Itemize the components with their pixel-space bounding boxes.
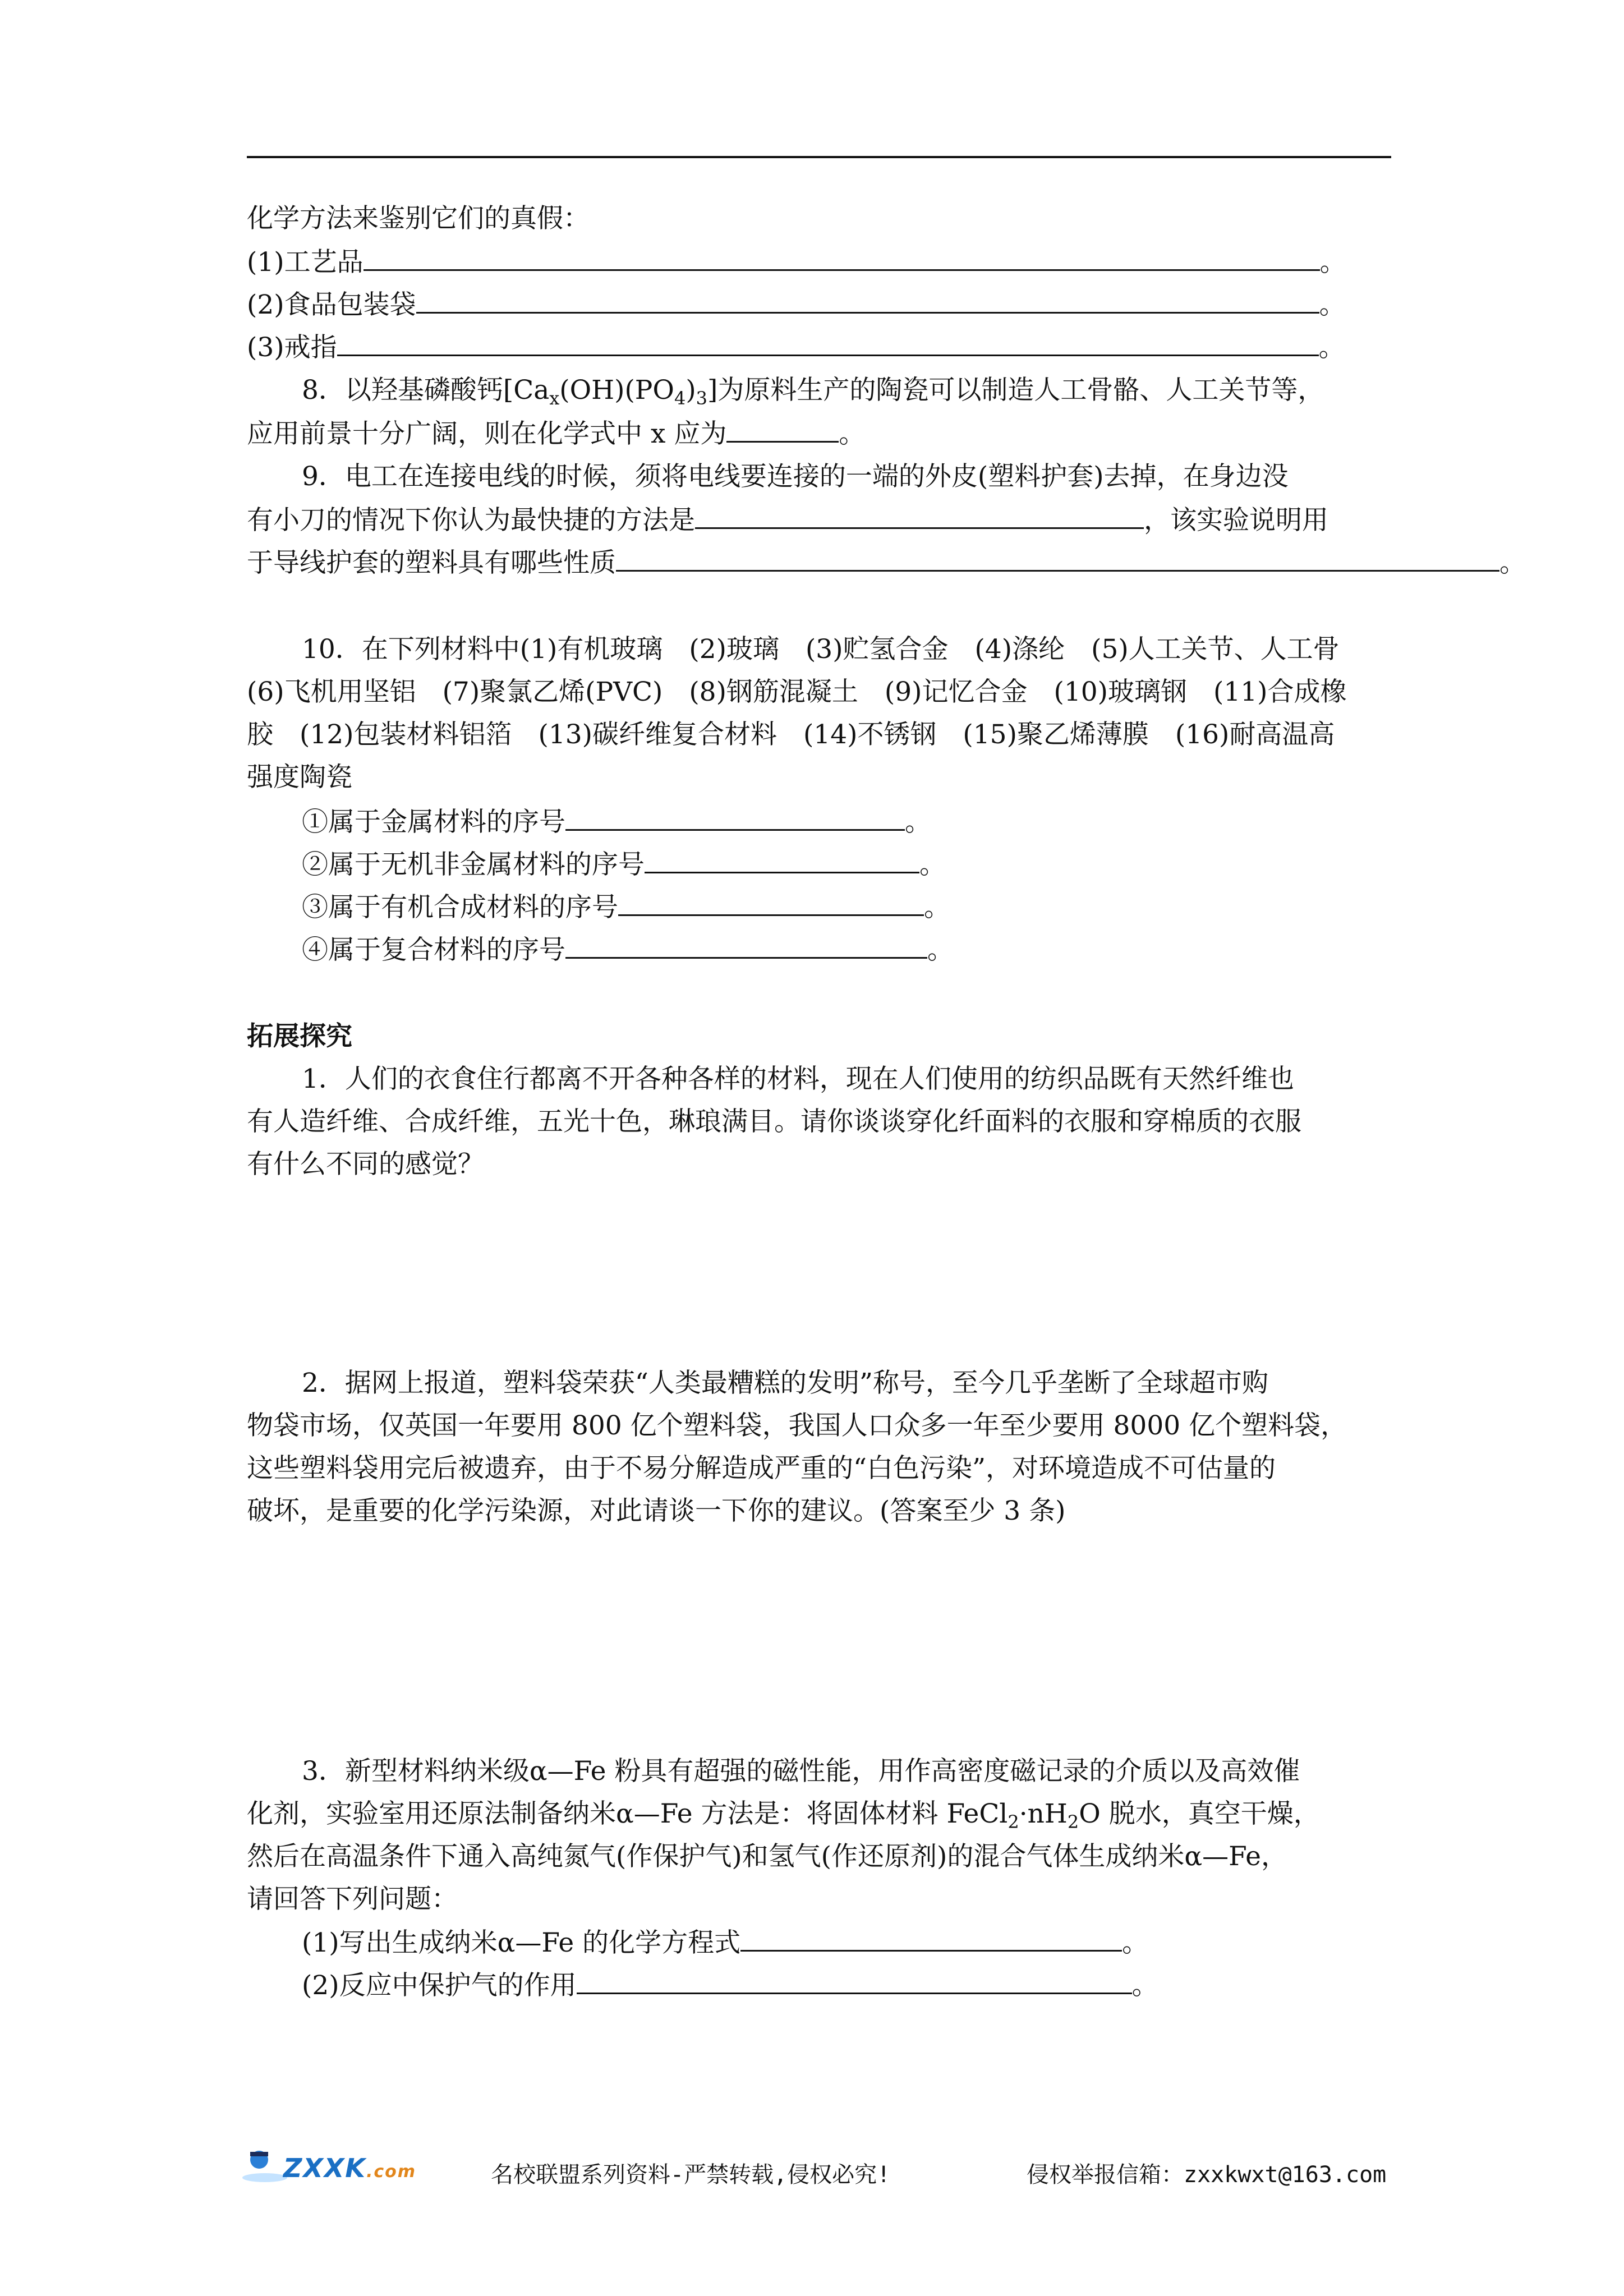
q7-item-3-blank[interactable] [337, 330, 1319, 356]
q10-item-4-end: 。 [927, 935, 954, 965]
e3-item-2 [302, 1968, 1158, 2003]
q7-item-2-end: 。 [1319, 289, 1346, 320]
q9-blank-2[interactable] [616, 545, 1499, 572]
q7-item-1-label: (1)工艺品 [247, 247, 364, 278]
q7-item-2-label: (2)食品包装袋 [247, 289, 416, 320]
q10-item-4 [302, 932, 954, 967]
e1-line-1: 1．人们的衣食住行都离不开各种各样的材料，现在人们使用的纺织品既有天然纤维也 [302, 1064, 1294, 1094]
site-logo-name: ZXXK [283, 2153, 366, 2183]
e3-line-2-text-c: O 脱水，真空干燥， [1079, 1798, 1320, 1829]
q8-line-2-text: 应用前景十分广阔，则在化学式中 x 应为 [247, 418, 727, 449]
e3-line-2 [247, 1797, 1320, 1839]
e3-item-1-end: 。 [1122, 1927, 1149, 1958]
q9-line-3-text: 于导线护套的塑料具有哪些性质 [247, 547, 616, 578]
q8-text-a: 8．以羟基磷酸钙[Ca [302, 375, 550, 406]
q7-item-1 [247, 245, 1346, 279]
intro-line: 化学方法来鉴别它们的真假： [247, 203, 590, 234]
q9-line-2 [247, 503, 1328, 537]
q8-text-b: (OH)(PO [559, 375, 674, 406]
q9-line-3 [247, 545, 1526, 580]
q8-sub-x: x [549, 388, 560, 409]
e3-item-1 [302, 1925, 1148, 1960]
site-logo-text [283, 2153, 416, 2183]
e2-line-4: 破坏，是重要的化学污染源，对此请谈一下你的建议。(答案至少 3 条) [247, 1496, 1066, 1526]
q9-blank-1[interactable] [695, 503, 1144, 529]
q10-item-2 [302, 847, 946, 882]
q8-line-2 [247, 416, 865, 451]
q10-item-4-blank[interactable] [565, 932, 927, 959]
e3-item-1-label: (1)写出生成纳米α—Fe 的化学方程式 [302, 1927, 741, 1958]
q8-sub-4: 4 [674, 388, 686, 409]
e3-line-1: 3．新型材料纳米级α—Fe 粉具有超强的磁性能，用作高密度磁记录的介质以及高效催 [302, 1756, 1300, 1787]
q8-text-c: ) [686, 375, 696, 406]
q8-text-d: ]为原料生产的陶瓷可以制造人工骨骼、人工关节等， [707, 375, 1324, 406]
header-rule [247, 156, 1391, 158]
q10-item-3-end: 。 [924, 892, 950, 923]
section-title: 拓展探究 [247, 1021, 352, 1052]
q9-line-2-tail: ，该实验说明用 [1144, 505, 1328, 536]
q10-item-2-end: 。 [919, 849, 946, 880]
e3-item-2-end: 。 [1131, 1970, 1158, 2001]
e3-sub-2: 2 [1067, 1811, 1079, 1833]
e3-item-1-blank[interactable] [740, 1925, 1122, 1952]
q10-line-3: 胶 (12)包装材料铝箔 (13)碳纤维复合材料 (14)不锈钢 (15)聚乙烯薄膜 (16)耐高温高 [247, 719, 1335, 750]
q7-item-1-blank[interactable] [364, 245, 1320, 271]
e3-line-4: 请回答下列问题： [247, 1884, 458, 1915]
q10-line-2: (6)飞机用坚铝 (7)聚氯乙烯(PVC) (8)钢筋混凝土 (9)记忆合金 (10)玻璃钢 (11)合成橡 [247, 677, 1347, 707]
q10-item-2-blank[interactable] [645, 847, 919, 873]
q10-item-2-label: ②属于无机非金属材料的序号 [302, 849, 645, 880]
q10-item-3-blank[interactable] [618, 890, 924, 916]
q7-item-3-end: 。 [1318, 332, 1345, 363]
q10-item-1-end: 。 [905, 807, 931, 838]
q8-sub-3: 3 [696, 388, 708, 409]
q10-item-3 [302, 890, 950, 924]
q8-blank[interactable] [726, 416, 839, 443]
q8-end: 。 [839, 418, 866, 449]
e3-line-3: 然后在高温条件下通入高纯氮气(作保护气)和氢气(作还原剂)的混合气体生成纳米α—Fe， [247, 1841, 1287, 1872]
q10-item-4-label: ④属于复合材料的序号 [302, 935, 565, 965]
q10-item-1-blank[interactable] [565, 804, 905, 831]
q9-line-1: 9．电工在连接电线的时候，须将电线要连接的一端的外皮(塑料护套)去掉，在身边没 [302, 461, 1289, 492]
e3-sub-1: 2 [1007, 1811, 1019, 1833]
q9-end: 。 [1499, 547, 1526, 578]
e3-item-2-label: (2)反应中保护气的作用 [302, 1970, 577, 2001]
q7-item-3-label: (3)戒指 [247, 332, 337, 363]
e2-line-2: 物袋市场，仅英国一年要用 800 亿个塑料袋，我国人口众多一年至少要用 8000 亿个塑料袋， [247, 1410, 1347, 1441]
e2-line-1: 2．据网上报道，塑料袋荣获“人类最糟糕的发明”称号，至今几乎垄断了全球超市购 [302, 1368, 1268, 1398]
q7-item-2-blank[interactable] [416, 287, 1319, 314]
e3-line-2-text-a: 化剂，实验室用还原法制备纳米α—Fe 方法是：将固体材料 FeCl [247, 1798, 1008, 1829]
q7-item-1-end: 。 [1319, 247, 1346, 278]
q10-line-4: 强度陶瓷 [247, 762, 352, 793]
footer-notice: 名校联盟系列资料-严禁转载,侵权必究! [491, 2162, 891, 2188]
q10-item-1-label: ①属于金属材料的序号 [302, 807, 565, 838]
footer-report-email: 侵权举报信箱：zxxkwxt@163.com [1027, 2162, 1387, 2188]
e1-line-2: 有人造纤维、合成纤维，五光十色，琳琅满目。请你谈谈穿化纤面料的衣服和穿棉质的衣服 [247, 1106, 1301, 1137]
q10-item-1 [302, 804, 931, 839]
q9-line-2-text: 有小刀的情况下你认为最快捷的方法是 [247, 505, 695, 536]
e3-item-2-blank[interactable] [577, 1968, 1132, 1994]
e3-line-2-text-b: ·nH [1019, 1798, 1068, 1829]
q7-item-2 [247, 287, 1346, 322]
q10-line-1: 10．在下列材料中(1)有机玻璃 (2)玻璃 (3)贮氢合金 (4)涤纶 (5)人工关节、人工骨 [302, 634, 1340, 665]
e2-line-3: 这些塑料袋用完后被遗弃，由于不易分解造成严重的“白色污染”，对环境造成不可估量的 [247, 1453, 1276, 1484]
e1-line-3: 有什么不同的感觉？ [247, 1149, 484, 1180]
site-logo-suffix: .com [366, 2162, 416, 2182]
q8-line-1 [302, 374, 1324, 415]
q10-item-3-label: ③属于有机合成材料的序号 [302, 892, 618, 923]
q7-item-3 [247, 330, 1345, 365]
